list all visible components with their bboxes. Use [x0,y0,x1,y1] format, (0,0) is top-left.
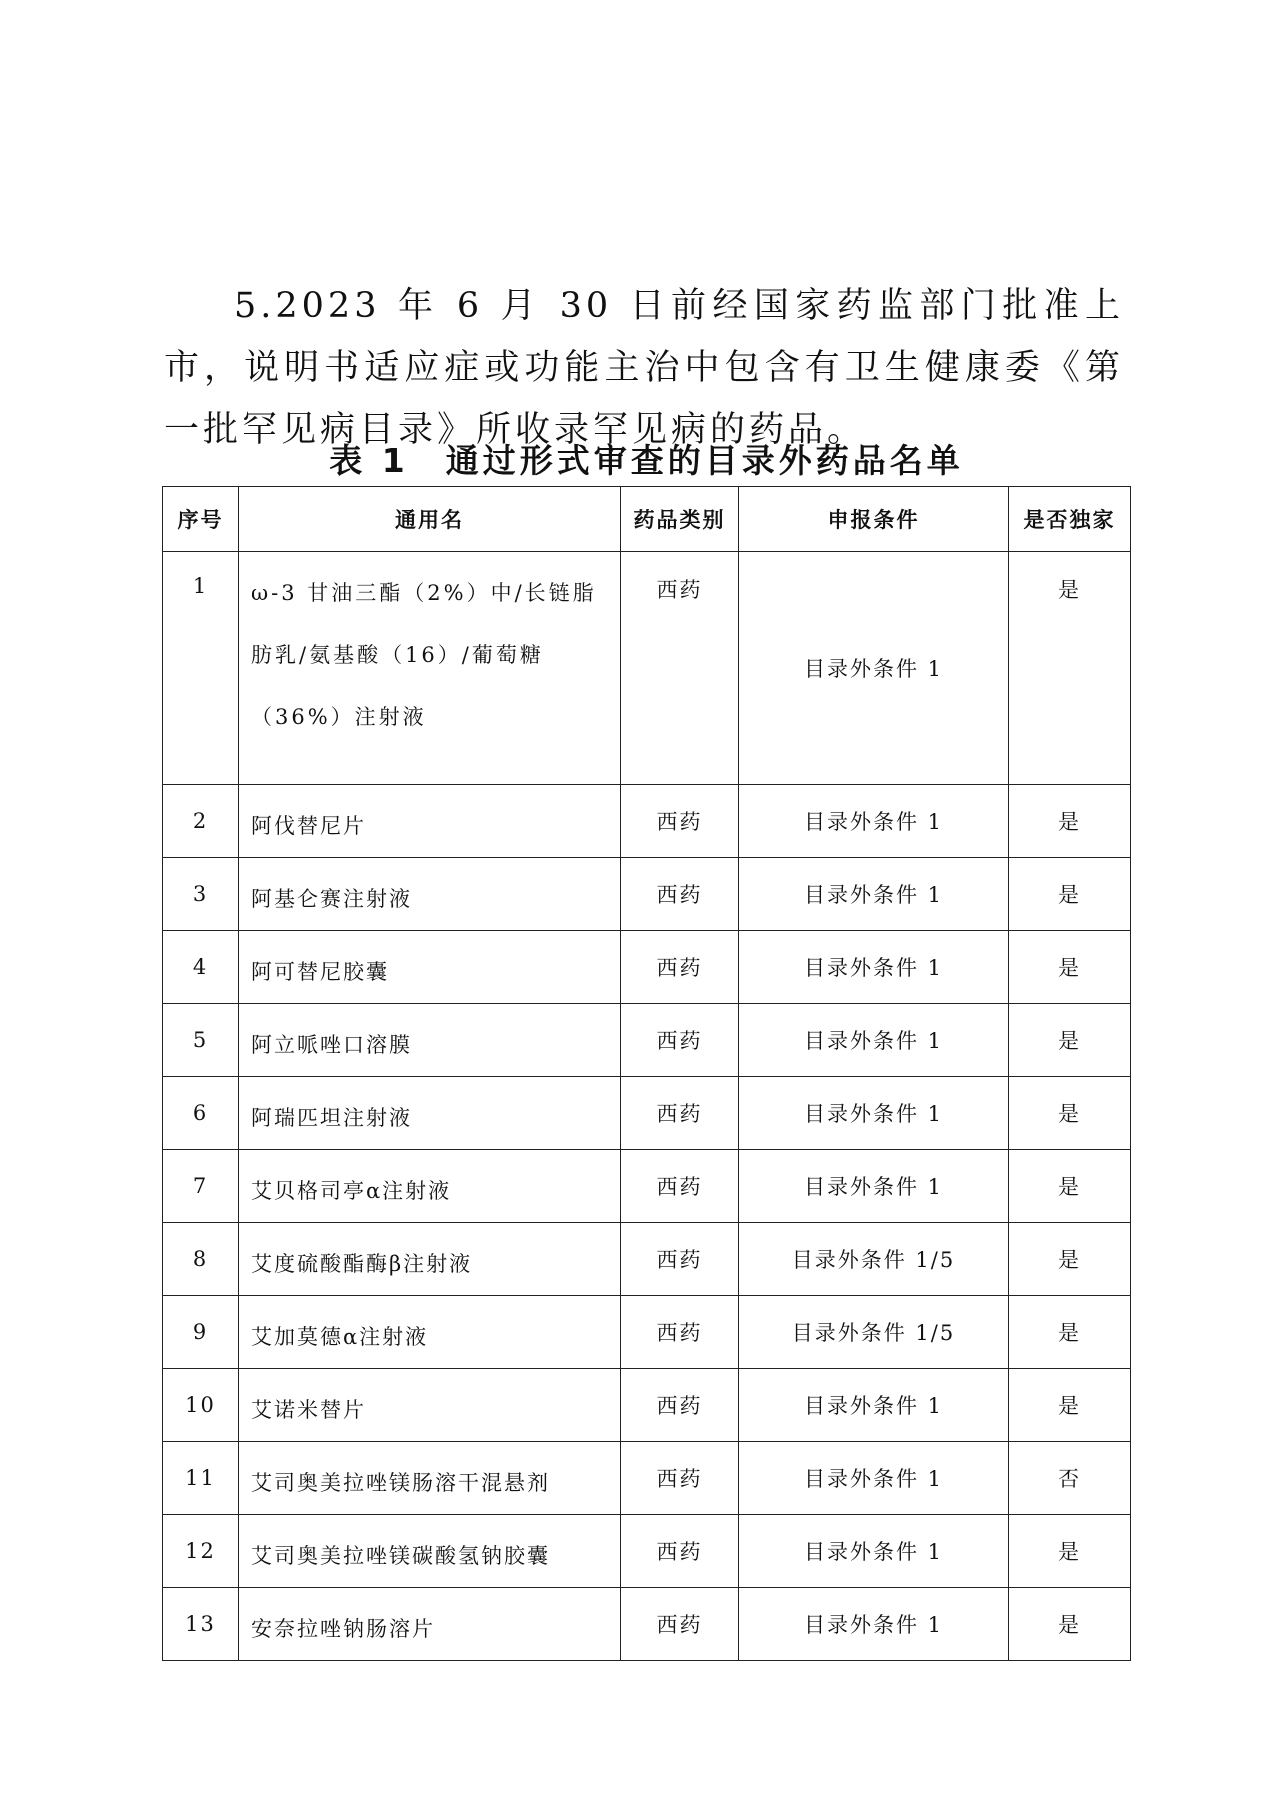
cell-seq: 2 [163,785,239,858]
table-row [163,858,1131,931]
cell-condition: 目录外条件 1 [739,1442,1009,1515]
cell-exclusive: 是 [1009,858,1131,931]
cell-name: 阿瑞匹坦注射液 [239,1077,621,1150]
cell-seq: 7 [163,1150,239,1223]
table-row [163,1223,1131,1296]
cell-name: 艾司奥美拉唑镁肠溶干混悬剂 [239,1442,621,1515]
cell-condition: 目录外条件 1/5 [739,1223,1009,1296]
cell-category: 西药 [621,1296,739,1369]
cell-category: 西药 [621,1223,739,1296]
cell-exclusive: 是 [1009,931,1131,1004]
cell-exclusive: 是 [1009,1515,1131,1588]
table-row [163,552,1131,785]
header-category: 药品类别 [621,487,739,552]
cell-exclusive: 是 [1009,1004,1131,1077]
cell-category: 西药 [621,931,739,1004]
cell-name: 艾贝格司亭α注射液 [239,1150,621,1223]
cell-seq: 4 [163,931,239,1004]
cell-condition: 目录外条件 1 [739,1588,1009,1661]
cell-condition: 目录外条件 1 [739,858,1009,931]
cell-seq: 11 [163,1442,239,1515]
cell-seq: 12 [163,1515,239,1588]
table-row [163,1369,1131,1442]
cell-exclusive: 是 [1009,785,1131,858]
cell-name: 艾司奥美拉唑镁碳酸氢钠胶囊 [239,1515,621,1588]
drug-list-table [162,486,1131,1661]
cell-category: 西药 [621,1588,739,1661]
cell-exclusive: 是 [1009,1588,1131,1661]
cell-category: 西药 [621,1150,739,1223]
cell-category: 西药 [621,1077,739,1150]
intro-paragraph-text: 5.2023 年 6 月 30 日前经国家药监部门批准上市，说明书适应症或功能主治中包含有卫生健康委《第一批罕见病目录》所收录罕见病的药品。 [164,286,1124,450]
cell-name: 艾加莫德α注射液 [239,1296,621,1369]
cell-condition: 目录外条件 1 [739,931,1009,1004]
table-row [163,1004,1131,1077]
cell-name: 阿可替尼胶囊 [239,931,621,1004]
cell-condition: 目录外条件 1 [739,1150,1009,1223]
header-name: 通用名 [239,487,621,552]
cell-category: 西药 [621,1442,739,1515]
table-row [163,1515,1131,1588]
cell-condition: 目录外条件 1 [739,1515,1009,1588]
table-row [163,1150,1131,1223]
cell-condition: 目录外条件 1 [739,1369,1009,1442]
table-caption: 表 1 通过形式审查的目录外药品名单 [329,441,964,480]
cell-category: 西药 [621,858,739,931]
cell-name: ω-3 甘油三酯（2%）中/长链脂肪乳/氨基酸（16）/葡萄糖（36%）注射液 [239,552,621,785]
cell-exclusive: 是 [1009,552,1131,785]
cell-condition: 目录外条件 1 [739,785,1009,858]
cell-seq: 8 [163,1223,239,1296]
cell-exclusive: 是 [1009,1150,1131,1223]
cell-exclusive: 是 [1009,1223,1131,1296]
table-row [163,1296,1131,1369]
cell-category: 西药 [621,1369,739,1442]
table-row [163,785,1131,858]
cell-name: 安奈拉唑钠肠溶片 [239,1588,621,1661]
cell-category: 西药 [621,1004,739,1077]
cell-name: 艾诺米替片 [239,1369,621,1442]
header-condition: 申报条件 [739,487,1009,552]
table-row [163,931,1131,1004]
cell-name: 艾度硫酸酯酶β注射液 [239,1223,621,1296]
cell-seq: 3 [163,858,239,931]
cell-seq: 1 [163,552,239,785]
table-row [163,1077,1131,1150]
cell-condition: 目录外条件 1 [739,1077,1009,1150]
cell-seq: 5 [163,1004,239,1077]
intro-paragraph [164,275,1124,461]
cell-condition: 目录外条件 1 [739,552,1009,785]
cell-category: 西药 [621,785,739,858]
cell-seq: 6 [163,1077,239,1150]
table-row [163,1442,1131,1515]
table-header-row [163,487,1131,552]
cell-exclusive: 是 [1009,1296,1131,1369]
cell-name: 阿基仑赛注射液 [239,858,621,931]
table-row [163,1588,1131,1661]
header-seq: 序号 [163,487,239,552]
cell-seq: 9 [163,1296,239,1369]
cell-name: 阿立哌唑口溶膜 [239,1004,621,1077]
cell-exclusive: 是 [1009,1369,1131,1442]
cell-name: 阿伐替尼片 [239,785,621,858]
cell-exclusive: 是 [1009,1077,1131,1150]
cell-seq: 10 [163,1369,239,1442]
cell-exclusive: 否 [1009,1442,1131,1515]
cell-condition: 目录外条件 1 [739,1004,1009,1077]
cell-category: 西药 [621,552,739,785]
cell-seq: 13 [163,1588,239,1661]
header-exclusive: 是否独家 [1009,487,1131,552]
cell-condition: 目录外条件 1/5 [739,1296,1009,1369]
cell-category: 西药 [621,1515,739,1588]
